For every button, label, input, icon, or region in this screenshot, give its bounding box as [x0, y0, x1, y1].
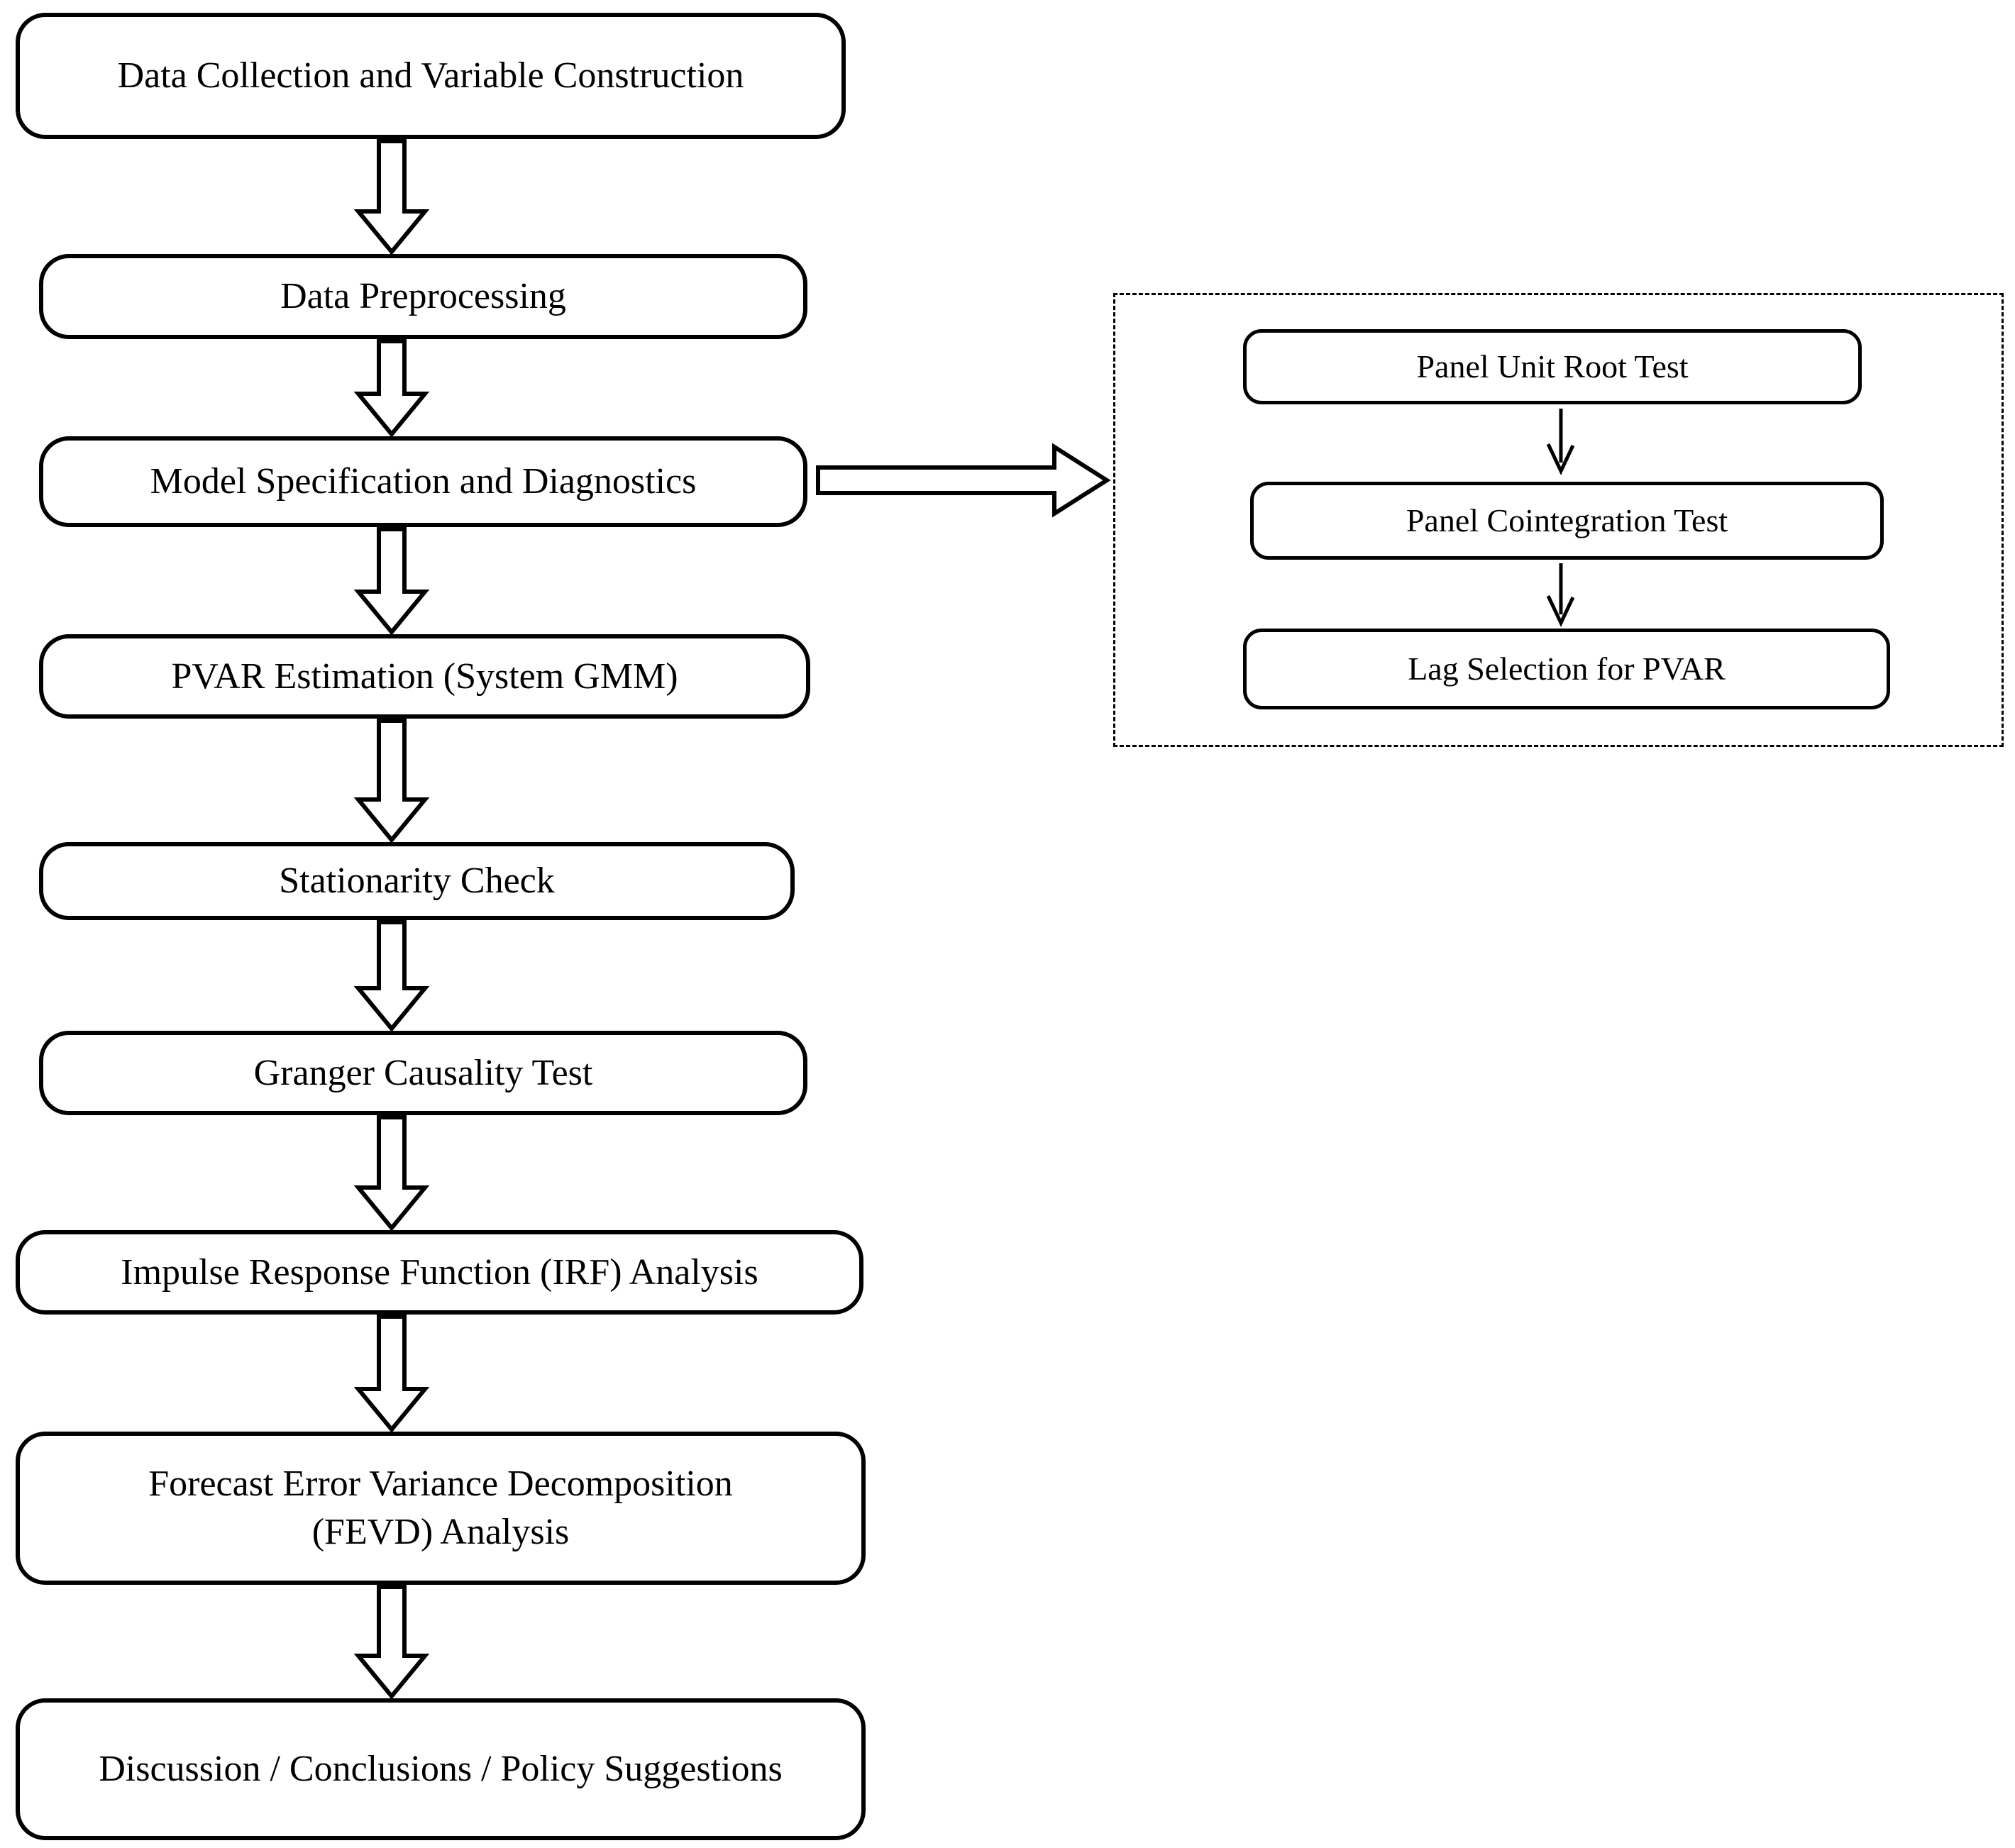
- flow-step-pvar-estimation: [39, 634, 810, 719]
- block-arrow-down-icon-1: [352, 139, 431, 254]
- flow-step-label: Impulse Response Function (IRF) Analysis: [121, 1251, 758, 1293]
- side-step-label: Panel Cointegration Test: [1406, 502, 1728, 539]
- flow-step-label: Model Specification and Diagnostics: [150, 461, 697, 502]
- block-arrow-down-icon-8: [352, 1585, 431, 1698]
- flow-step-irf-analysis: [16, 1230, 863, 1315]
- block-arrow-down-icon-5: [352, 920, 431, 1031]
- side-step-lag-selection: [1243, 629, 1890, 709]
- side-step-label: Lag Selection for PVAR: [1408, 651, 1726, 687]
- block-arrow-down-icon-3: [352, 527, 431, 634]
- flow-step-model-specification: [39, 436, 807, 527]
- thin-arrow-down-icon-1: [1538, 407, 1584, 475]
- flow-step-granger-causality: [39, 1031, 807, 1115]
- flow-step-label: Discussion / Conclusions / Policy Suggestions: [99, 1749, 783, 1790]
- flow-step-label: Stationarity Check: [279, 861, 555, 902]
- thin-arrow-down-icon-2: [1538, 562, 1584, 627]
- side-step-panel-cointegration: [1250, 482, 1884, 560]
- block-arrow-down-icon-6: [352, 1115, 431, 1230]
- flow-step-label: Data Collection and Variable Construction: [117, 55, 744, 96]
- block-arrow-down-icon-2: [352, 339, 431, 436]
- flow-step-fevd-analysis: [16, 1432, 866, 1585]
- side-step-panel-unit-root: [1243, 329, 1862, 404]
- flow-step-data-collection: [16, 13, 846, 139]
- flow-step-discussion: [16, 1698, 866, 1840]
- block-arrow-down-icon-4: [352, 719, 431, 842]
- flow-step-label: Granger Causality Test: [253, 1052, 593, 1093]
- flow-step-label: Forecast Error Variance Decomposition (FEVD) Analysis: [148, 1464, 733, 1552]
- block-arrow-right-icon: [816, 443, 1111, 517]
- block-arrow-down-icon-7: [352, 1315, 431, 1432]
- flow-step-label: Data Preprocessing: [280, 276, 566, 317]
- flow-step-data-preprocessing: [39, 254, 807, 339]
- flow-step-label: PVAR Estimation (System GMM): [171, 655, 678, 697]
- side-step-label: Panel Unit Root Test: [1416, 348, 1689, 385]
- flow-step-stationarity-check: [39, 842, 795, 920]
